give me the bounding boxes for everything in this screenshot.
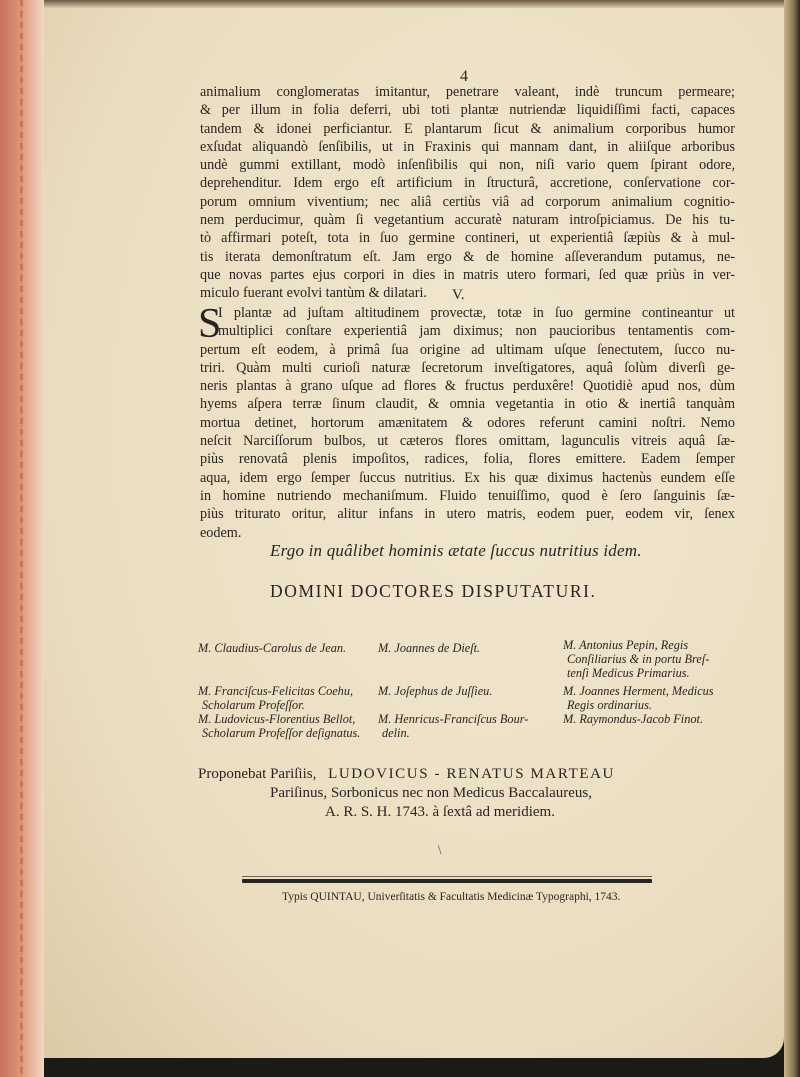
page-top-edge: [44, 0, 784, 8]
text-line: neris plantas à grano uſque ad flores & fructus perduxêre! Quotidiè apud nos, dùm: [200, 378, 735, 395]
doctors-heading: DOMINI DOCTORES DISPUTATURI.: [270, 581, 597, 601]
ink-mark: \: [438, 845, 442, 856]
doctor-entry-line: Conſiliarius & in portu Breſ-: [567, 652, 710, 666]
paragraph-section-v: [198, 301, 735, 542]
page-number: 4: [460, 68, 468, 85]
doctor-entry-line: tenſi Medicus Primarius.: [567, 666, 690, 680]
doctor-entry-line: M. Raymondus-Jacob Finot.: [563, 712, 704, 726]
thesis-conclusion: Ergo in quâlibet hominis ætate ſuccus nutritius idem.: [270, 541, 642, 560]
proponebat-line-1: [198, 766, 615, 783]
text-line: deprehenditur. Idem ergo eſt artificium in ſtructurâ, accretione, conſervatione cor-: [200, 175, 735, 192]
page-binding-edge: [0, 0, 44, 1077]
proponebat-line-2: Pariſinus, Sorbonicus nec non Medicus Baccalaureus,: [270, 785, 593, 801]
doctor-entry-line: M. Claudius-Carolus de Jean.: [198, 641, 347, 655]
text-line: pertum eſt eodem, à primâ ſua origine ad ultimam uſque ſenectutem, ſucco nu-: [200, 341, 735, 358]
text-line: in homine nutriendo mechaniſmum. Fluido tenuiſſimo, quod è ſero ſanguinis ſæ-: [200, 487, 735, 504]
doctor-entry-line: Scholarum Profeſſor deſignatus.: [202, 726, 361, 740]
paragraph-continuation: [200, 83, 735, 303]
doctor-entry: [563, 684, 714, 712]
doctor-entry-line: Scholarum Profeſſor.: [202, 698, 305, 712]
doctor-entry: [198, 712, 360, 740]
text-line: hyems aſpera terræ ſinum claudit, & omnia vegetantia in otio & inertiâ tanquàm: [200, 396, 735, 413]
section-number: V.: [452, 287, 465, 303]
doctor-entry: [198, 641, 346, 655]
text-line: nem perducimur, quàm ſi vegetantium accuratè naturam introſpiciamus. De his tu-: [200, 212, 735, 229]
text-line: exſudat aliquandò ſenſibilis, ut in Fraxinis qui mannam dant, in aliiſque arboribus: [200, 138, 735, 155]
text-line: animalium conglomeratas imitantur, penetrare valeant, indè truncum permeare;: [200, 84, 735, 100]
doctor-entry: [378, 712, 528, 740]
text-line: porum omnium viventium; nec aliâ certiùs viâ ad corporum animalium cognitio-: [200, 193, 735, 210]
doctor-entry: [563, 712, 703, 726]
doctor-entry: [198, 684, 353, 712]
text-line: piùs triturato oritur, alitur infans in utero matris, eodem puer, eodem vir, ſenex: [200, 506, 735, 523]
page-right-edge: [784, 0, 800, 1077]
text-line: & per illum in folia deferri, ubi toti plantæ nutriendæ liquidiſſimi facti, capaces: [200, 102, 735, 119]
doctor-entry: [378, 684, 492, 698]
text-line: aqua, idem ergo ſemper ſuccus nutritius. Ex his quæ diximus hactenùs eundem eſſe: [200, 469, 735, 486]
text-line: tandem & idonei perficiantur. E plantarum ſicut & animalium corporibus humor: [200, 120, 735, 137]
doctor-entry-line: M. Antonius Pepin, Regis: [563, 638, 689, 652]
text-line: tis iterata demonſtratum eſt. Jam ergo & de homine aſſeverandum putamus, ne-: [200, 248, 735, 265]
text-line: mortua detinet, hortorum amænitatem & odores referunt camini noſtri. Nemo: [200, 414, 735, 431]
doctor-entry: [378, 641, 480, 655]
text-line: I plantæ ad juſtam altitudinem provectæ, totæ in ſuo germine contineantur ut: [218, 305, 735, 321]
text-line: multiplici conſtare experientiâ jam diximus; non paucioribus tentamentis com-: [218, 323, 735, 340]
text-line: undè gummi extillant, modò inſenſibilis qui non, niſi vario quem ſpirant odore,: [200, 157, 735, 174]
doctor-entry-line: delin.: [382, 726, 410, 740]
doctor-entry-line: M. Joſephus de Juſſieu.: [378, 684, 493, 698]
candidate-name: LUDOVICUS - RENATUS MARTEAU: [328, 766, 615, 782]
doctor-entry: [563, 638, 709, 680]
printer-rule: [242, 879, 652, 883]
proponebat-line-3: A. R. S. H. 1743. à ſextâ ad meridiem.: [325, 804, 555, 820]
text-line: eodem.: [200, 524, 242, 541]
doctor-entry-line: M. Franciſcus-Felicitas Coehu,: [198, 684, 354, 698]
doctor-entry-line: M. Joannes de Dieſt.: [378, 641, 481, 655]
proponebat-prefix: Proponebat Pariſiis,: [198, 766, 317, 782]
text-line: triri. Quàm multi curioſi naturæ ſecretorum inveſtigatores, aquâ ſolùm diverſi ge-: [200, 359, 735, 376]
text-line: tò affirmari poteſt, tota in ſuo germine contineri, ut experientiâ ſæpiùs & à mul-: [200, 230, 735, 247]
text-line: que novas partes ejus corpori in dies in matris utero formari, ſed quæ priùs in ver-: [200, 266, 735, 283]
doctor-entry-line: Regis ordinarius.: [567, 698, 652, 712]
printer-imprint: Typis QUINTAU, Univerſitatis & Facultatis Medicinæ Typographi, 1743.: [282, 891, 621, 903]
doctor-entry-line: M. Joannes Herment, Medicus: [563, 684, 714, 698]
text-line: miculo fuerant evolvi tantùm & dilatari.: [200, 285, 427, 302]
text-line: neſcit Narciſſorum bulbos, ut cæteros flores omittam, lagunculis vitreis aquâ ſæ-: [200, 433, 735, 450]
drop-cap-letter: S: [198, 301, 222, 347]
text-line: piùs renovatâ plenis impoſitos, radices, folia, flores emittere. Eadem ſemper: [200, 451, 735, 468]
doctor-entry-line: M. Ludovicus-Florentius Bellot,: [198, 712, 356, 726]
doctor-entry-line: M. Henricus-Franciſcus Bour-: [378, 712, 529, 726]
